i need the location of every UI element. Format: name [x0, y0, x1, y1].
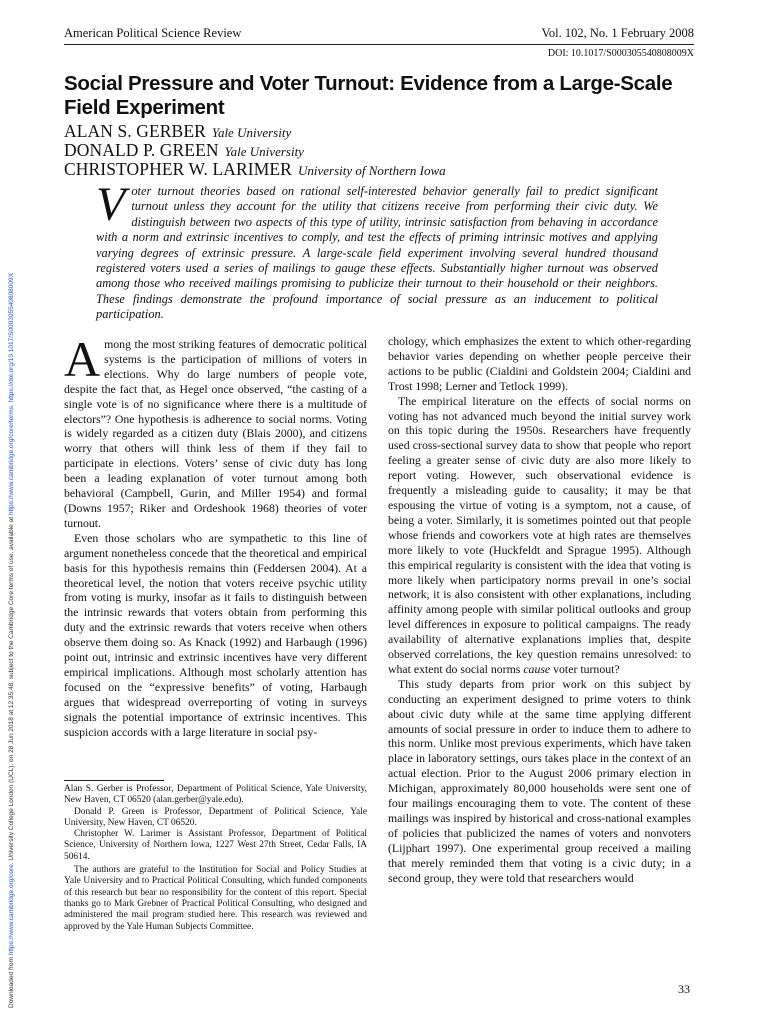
- page-number: 33: [678, 982, 690, 996]
- author-list: [64, 122, 684, 179]
- article-title: Social Pressure and Voter Turnout: Evidence from a Large-Scale Field Experiment: [64, 72, 673, 119]
- body-paragraph: Even those scholars who are sympathetic to this line of argument nonetheless concede that the theoretical and empirical basis for this hypothesis remains thin (Feddersen 2004). At a theoretical level, the notion that voters receive psychic utility from voting is murky, insofar as it fails to distinguish between the intrinsic rewards that voters obtain from performing this duty and the extrinsic rewards that voters receive when others observe them doing so. As Knack (1992) and Harbaugh (1996) point out, intrinsic and extrinsic incentives have very different empirical implications. Although most scholarly attention has focused on the “expressive benefits” of voting, Harbaugh argues that widespread overreporting of voting in surveys signals the potential importance of extrinsic incentives. This suspicion accords with a large literature in social psy-: [64, 530, 367, 739]
- emphasis: cause: [523, 661, 551, 676]
- doi-link[interactable]: https://doi.org/10.1017/S000305540808009X: [8, 273, 15, 403]
- author-name: DONALD P. GREEN: [64, 140, 219, 160]
- author-affiliation: Yale University: [211, 125, 292, 140]
- author: [64, 122, 684, 141]
- author-affiliation: University of Northern Iowa: [297, 163, 446, 178]
- footnote: Christopher W. Larimer is Assistant Professor, Department of Political Science, University of Northern Iowa, 1227 West 27th Street, Cedar Falls, IA 50614.: [64, 829, 367, 862]
- abstract-dropcap: V: [96, 178, 126, 231]
- cambridge-core-link[interactable]: https://www.cambridge.org/core: [8, 864, 15, 956]
- author-footnotes: [64, 784, 367, 933]
- body-paragraph: Among the most striking features of democratic political systems is the participation of millions of voters in elections. Why do large numbers of people vote, despite the fact that, as Hegel once observed, “the casting of a single vote is of no significance where there is a multitude of electors”? One hypothesis is adherence to social norms. Voting is widely regarded as a citizen duty (Blais 2000), and citizens worry that others will think less of them if they fail to participate in elections. Voters’ sense of civic duty has long been a leading explanation of voter turnout among both behavioral (Campbell, Gurin, and Miller 1954) and formal (Downs 1957; Riker and Ordeshook 1968) theories of voter turnout.: [64, 331, 367, 530]
- author-affiliation: Yale University: [224, 144, 304, 159]
- journal-name: American Political Science Review: [64, 26, 242, 40]
- volume-info: Vol. 102, No. 1 February 2008: [541, 26, 694, 40]
- body-column-left: [64, 331, 367, 739]
- author-name: ALAN S. GERBER: [64, 121, 206, 141]
- body-paragraph: The empirical literature on the effects of social norms on voting has not advanced much beyond the initial survey work on this topic during the 1950s. Researchers have frequently used cross-sectional survey data to show that people who report feeling a greater sense of civic duty are also more likely to report voting. However, such observational evidence is frequently a misleading guide to causality; it may be that espousing the virtue of voting is a symptom, not a cause, of being a voter. Similarly, it is sometimes pointed out that people whose friends and coworkers vote at high rates are themselves more likely to vote (Huckfeldt and Sprague 1995). Although this empirical regularity is consistent with the idea that voting is more likely when participatory norms prevail in one’s social network, it is also consistent with other explanations, including affinity among people with similar political outlooks and group level differences in exposure to political campaigns. The ready availability of alternative explanations implies that, despite observed correlations, the key question remains unresolved: to what extent do social norms cause voter turnout?: [388, 393, 691, 676]
- body-dropcap: A: [64, 331, 101, 387]
- footnote: Donald P. Green is Professor, Department of Political Science, Yale University, New Haven, CT 06520.: [64, 806, 367, 828]
- body-paragraph: This study departs from prior work on this subject by conducting an experiment designed to prime voters to think about civic duty while at the same time applying different amounts of social pressure in order to induce them to adhere to this norm. Unlike most previous experiments, which have taken place in laboratory settings, ours takes place in the context of an actual election. Prior to the August 2006 primary election in Michigan, approximately 80,000 households were sent one of four mailings encouraging them to vote. The content of these mailings was inspired by historical and cross-national examples of policies that publicized the names of voters and nonvoters (Lijphart 1997). One experimental group received a mailing that merely reminded them that voting is a civic duty; in a second group, they were told that researchers would: [388, 676, 691, 885]
- footnote-rule: [64, 780, 164, 781]
- running-header: [64, 26, 694, 44]
- abstract: [96, 178, 658, 323]
- body-column-right: [388, 334, 691, 886]
- doi-label: DOI: 10.1017/S000305540808009X: [547, 48, 694, 59]
- download-notice-text: Downloaded from https://www.cambridge.org/core. University College London (UCL), on 28 Jun 2018 at 12:35:48, subject to the Cambridge Core terms of use, available at https://www.cambridge.org/core/terms. https://doi.org/10.1017/S000305540808009X: [8, 273, 15, 1008]
- terms-link[interactable]: https://www.cambridge.org/core/terms: [8, 406, 15, 516]
- download-notice: [6, 70, 20, 1010]
- author: [64, 160, 684, 179]
- footnote: The authors are grateful to the Institution for Social and Policy Studies at Yale University and to Practical Political Consulting, which funded components of this research but bear no responsibility for the content of this report. Special thanks go to Mark Grebner of Practical Political Consulting, who designed and administered the mail program studied here. This research was reviewed and approved by the Yale Human Subjects Committee.: [64, 865, 367, 932]
- header-rule: [64, 44, 694, 45]
- abstract-text: oter turnout theories based on rational self-interested behavior generally fail to predict significant turnout unless they account for the utility that citizens receive from performing their civic duty. We distinguish between two aspects of this type of utility, intrinsic satisfaction from behaving in accordance with a norm and extrinsic incentives to comply, and test the effects of priming intrinsic motives and applying varying degrees of extrinsic pressure. A large-scale field experiment involving several hundred thousand registered voters used a series of mailings to gauge these effects. Substantially higher turnout was observed among those who received mailings promising to publicize their turnout to their household or their neighbors. These findings demonstrate the profound importance of social pressure as an inducement to political participation.: [96, 184, 658, 322]
- body-paragraph: chology, which emphasizes the extent to which other-regarding behavior varies depending on whether people perceive their actions to be public (Cialdini and Goldstein 2004; Cialdini and Trost 1998; Lerner and Tetlock 1999).: [388, 334, 691, 393]
- author-name: CHRISTOPHER W. LARIMER: [64, 159, 292, 179]
- author: [64, 141, 684, 160]
- footnote: Alan S. Gerber is Professor, Department of Political Science, Yale University, New Haven, CT 06520 (alan.gerber@yale.edu).: [64, 784, 367, 806]
